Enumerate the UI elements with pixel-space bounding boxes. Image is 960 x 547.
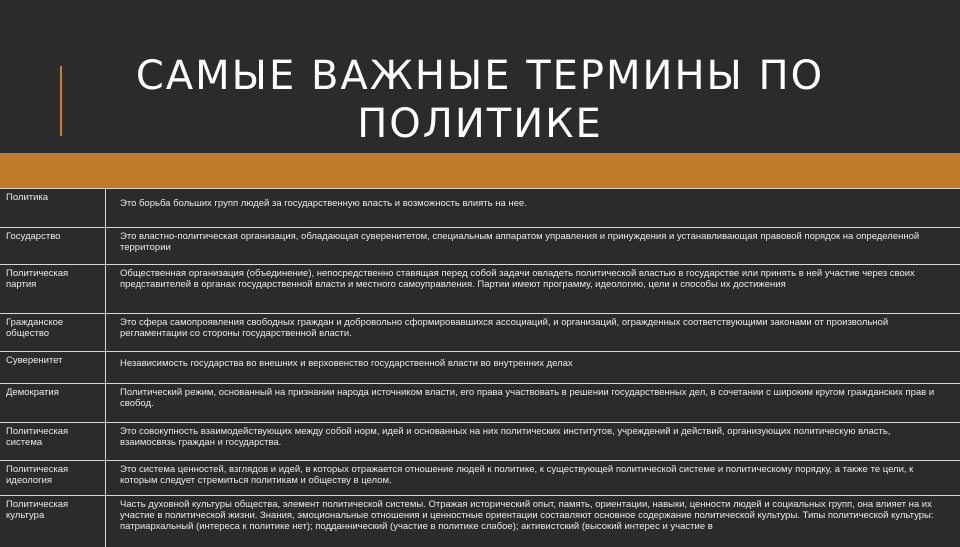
term-cell: Политическая система [0, 423, 106, 460]
header-band [0, 153, 960, 188]
table-row [0, 383, 960, 422]
table-row [0, 188, 960, 227]
table-row [0, 460, 960, 495]
terms-table [0, 188, 960, 547]
definition-cell: Политический режим, основанный на признании народа источником власти, его права участвовать в решении государственных дел, в сочетании с широким кругом гражданских прав и свобод. [120, 387, 935, 409]
term-cell: Политическая идеология [0, 461, 106, 495]
definition-cell: Независимость государства во внешних и верховенство государственной власти во внутренних делах [120, 358, 573, 369]
table-row [0, 264, 960, 313]
table-row [0, 313, 960, 351]
term-cell: Суверенитет [0, 352, 106, 383]
definition-cell: Часть духовной культуры общества, элемент политической системы. Отражая исторический опыт, память, ориентации, навыки, ценности людей и социальных групп, она влияет на их участие в политической жизни. Знания, эмоциональные отношения и ценностные ориентации составляют основное содержание политической культуры. Типы политической культуры: патриархальный (интереса к политике нет); подданнический (участие в политике слабое); активистский (высокий интерес и участие в [120, 499, 934, 532]
page-title: САМЫЕ ВАЖНЫЕ ТЕРМИНЫ ПО ПОЛИТИКЕ [135, 53, 825, 147]
definition-cell: Общественная организация (объединение), непосредственно ставящая перед собой задачи овладеть политической властью в государстве или принять в ней участие через своих представителей в органах государственной власти и местного самоуправления. Партии имеют программу, идеологию, цели и способы их достижения [120, 268, 915, 290]
term-cell: Демократия [0, 384, 106, 422]
term-cell: Политика [0, 189, 106, 227]
definition-cell: Это система ценностей, взглядов и идей, в которых отражается отношение людей к политике, к существующей политической системе и политическому порядку, а также те цели, к которым следует стремиться политикам и обществу в целом. [120, 464, 914, 486]
definition-cell: Это борьба больших групп людей за государственную власть и возможность влиять на нее. [120, 198, 527, 209]
table-row [0, 495, 960, 547]
term-cell: Гражданское общество [0, 314, 106, 351]
definition-cell: Это властно-политическая организация, обладающая суверенитетом, специальным аппаратом управления и принуждения и устанавливающая правовой порядок на определенной территории [120, 231, 920, 253]
table-row [0, 422, 960, 460]
table-row [0, 227, 960, 264]
term-cell: Политическая культура [0, 496, 106, 547]
accent-line [60, 66, 62, 136]
term-cell: Политическая партия [0, 265, 106, 313]
table-row [0, 351, 960, 383]
definition-cell: Это сфера самопроявления свободных граждан и добровольно сформировавшихся ассоциаций, и организаций, огражденных соответствующими законами от произвольной регламентации со стороны государственной власти. [120, 317, 889, 339]
definition-cell: Это совокупность взаимодействующих между собой норм, идей и основанных на них политических институтов, учреждений и действий, организующих политическую власть, взаимосвязь граждан и государства. [120, 426, 891, 448]
term-cell: Государство [0, 228, 106, 264]
